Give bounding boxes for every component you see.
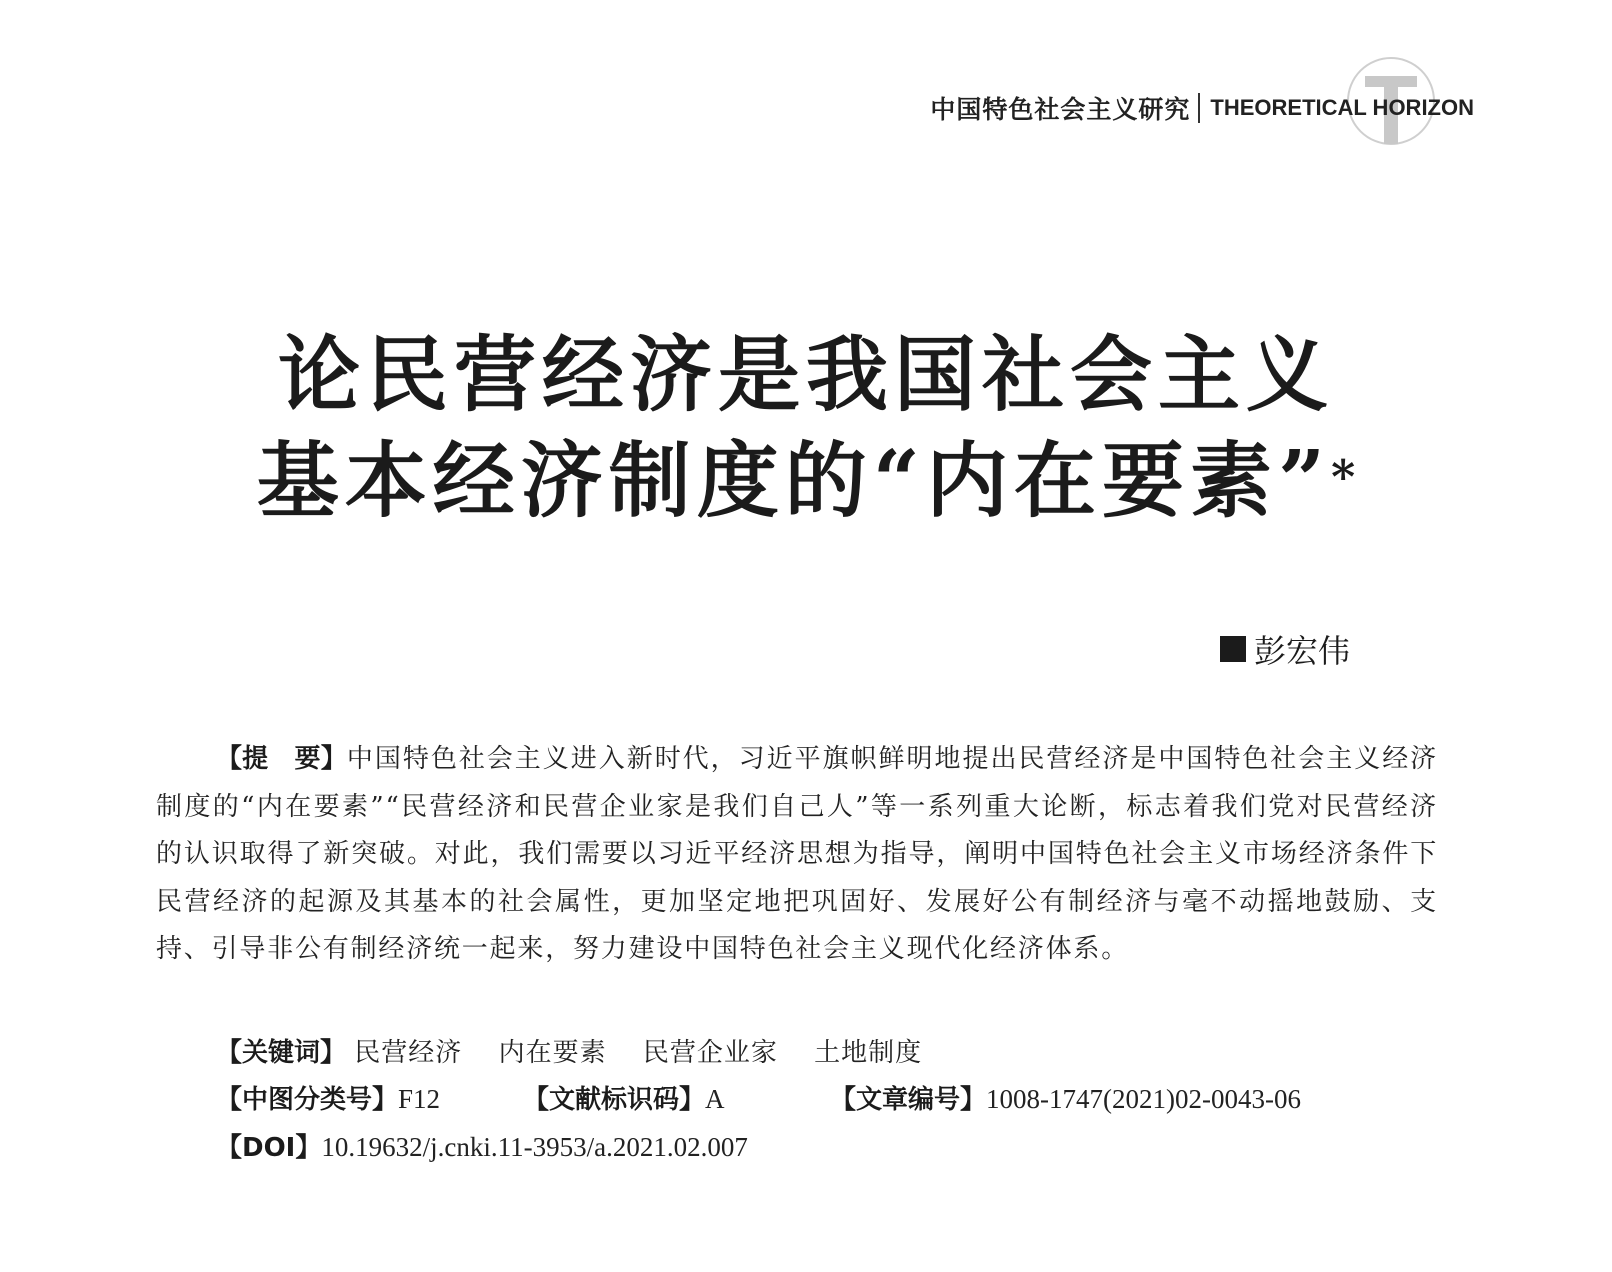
doc-code-value: A: [705, 1084, 725, 1114]
keywords-row: [216, 1036, 950, 1070]
doi-row: [216, 1130, 748, 1165]
author-name: 彭宏伟: [1253, 632, 1350, 670]
clc-value: F12: [398, 1084, 441, 1114]
article-no-label: 【文章编号】: [830, 1085, 987, 1115]
keywords-label: 【关键词】: [216, 1038, 347, 1068]
title-line-1: [0, 322, 1612, 428]
title-line-2: [0, 428, 1612, 534]
keyword-item: 土地制度: [814, 1038, 923, 1068]
keyword-item: 内在要素: [498, 1038, 607, 1068]
section-name-cn: 中国特色社会主义研究: [930, 95, 1191, 124]
header-divider: [1198, 93, 1200, 123]
abstract: [156, 736, 1438, 974]
doi-label: 【DOI】: [216, 1133, 322, 1163]
article-title: [0, 322, 1612, 534]
doi-value: 10.19632/j.cnki.11-3953/a.2021.02.007: [321, 1132, 748, 1162]
author-byline: [1220, 626, 1350, 672]
title-footnote-mark: *: [1331, 450, 1356, 504]
doc-code-label: 【文献标识码】: [523, 1085, 706, 1115]
doc-code-segment: [523, 1082, 725, 1117]
title-line-1-text: 论民营经济是我国社会主义: [277, 327, 1334, 423]
abstract-text: 中国特色社会主义进入新时代，习近平旗帜鲜明地提出民营经济是中国特色社会主义经济制度的“内在要素”“民营经济和民营企业家是我们自己人”等一系列重大论断，标志着我们党对民营经济的认识取得了新突破。对此，我们需要以习近平经济思想为指导，阐明中国特色社会主义市场经济条件下民营经济的起源及其基本的社会属性，更加坚定地把巩固好、发展好公有制经济与毫不动摇地鼓励、支持、引导非公有制经济统一起来，努力建设中国特色社会主义现代化经济体系。: [156, 744, 1438, 964]
article-no-segment: [830, 1082, 1301, 1117]
article-no-value: 1008-1747(2021)02-0043-06: [986, 1084, 1301, 1114]
keyword-item: 民营经济: [354, 1038, 463, 1068]
clc-label: 【中图分类号】: [216, 1085, 399, 1115]
keyword-item: 民营企业家: [642, 1038, 778, 1068]
clc-segment: [216, 1082, 440, 1117]
title-line-2-text: 基本经济制度的“内在要素”: [256, 433, 1332, 529]
classification-row: [216, 1082, 1301, 1117]
author-square-icon: [1220, 636, 1246, 662]
section-name-en: THEORETICAL HORIZON: [1210, 95, 1474, 120]
abstract-label: 【提 要】: [216, 744, 347, 774]
